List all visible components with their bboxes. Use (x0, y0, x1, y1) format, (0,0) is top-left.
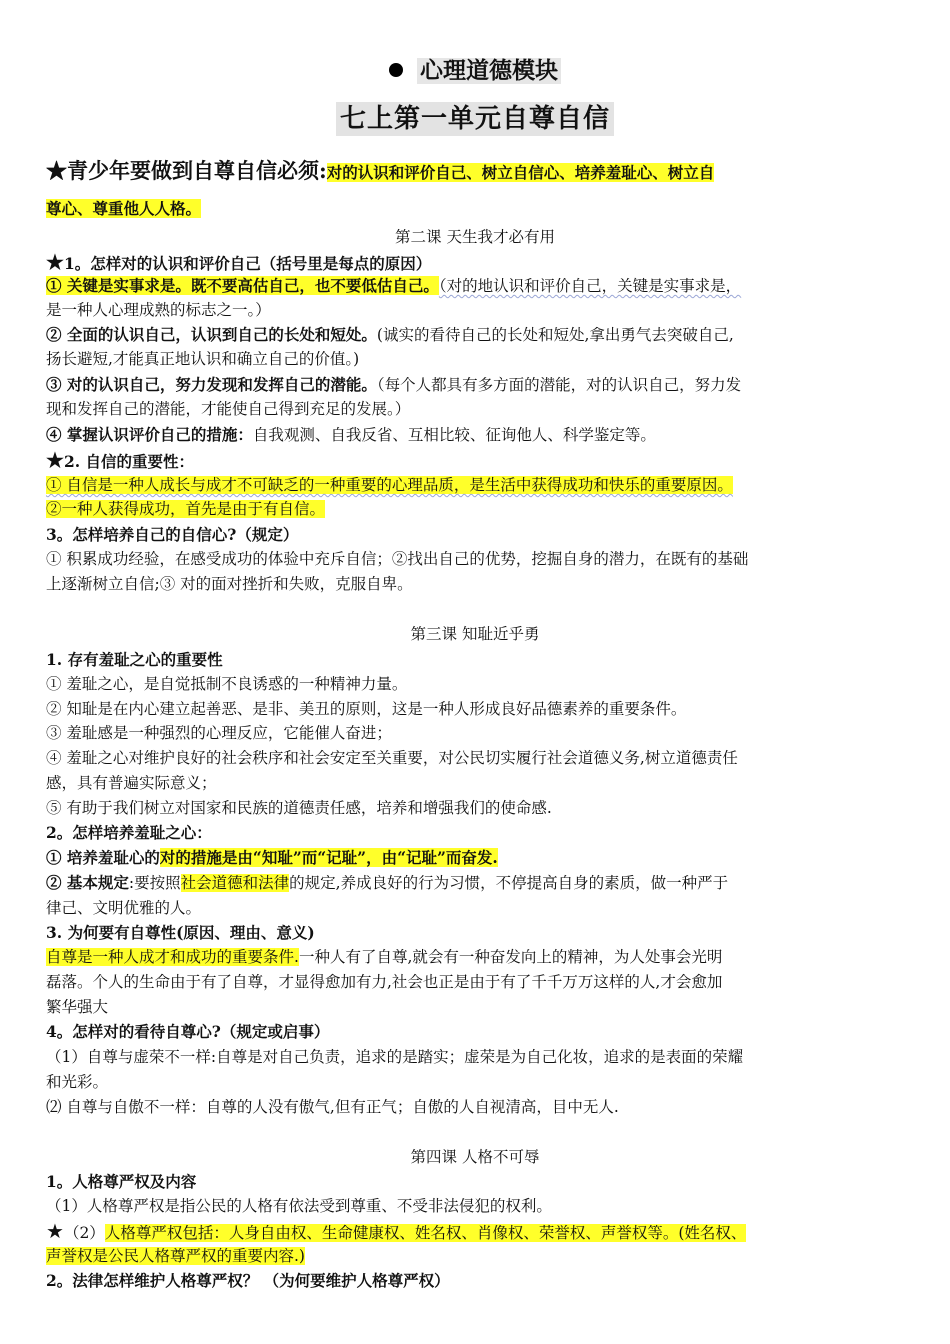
lesson3-d2: ⑵ 自尊与自傲不一样：自尊的人没有傲气,但有正气；自傲的人自视清高，目中无人. (46, 1098, 619, 1116)
lesson2-title: 第二课 天生我才必有用 (395, 228, 555, 246)
lesson4-q1: 1。人格尊严权及内容 (46, 1172, 197, 1191)
lesson3-d1-cont: 和光彩。 (46, 1073, 109, 1091)
lesson3-a5: ⑤ 有助于我们树立对国家和民族的道德责任感，培养和增强我们的使命感. (46, 799, 552, 817)
lesson4-a1: （1）人格尊严权是指公民的人格有依法受到尊重、不受非法侵犯的权利。 (46, 1197, 552, 1215)
lesson3-c1-cont1: 磊落。个人的生命由于有了自尊，才显得愈加有力,社会也正是由于有了千千万万这样的人,才会愈加 (46, 973, 723, 991)
lesson3-b2: ② 基本规定:要按照社会道德和法律的规定,养成良好的行为习惯，不停提高自身的素质，做一种严于 (46, 873, 729, 892)
lesson3-a3: ③ 羞耻感是一种强烈的心理反应，它能催人奋进； (46, 724, 392, 742)
lesson2-q2-a2: ②一种人获得成功，首先是由于有自信。 (46, 500, 326, 518)
module-title: 心理道德模块 (417, 58, 561, 84)
lesson4-a2-cont: 声誉权是公民人格尊严权的重要内容.) (46, 1247, 305, 1265)
lesson3-b2-cont: 律己、文明优雅的人。 (46, 899, 202, 917)
lesson3-b1: ① 培养羞耻心的对的措施是由“知耻”而“记耻”，由“记耻”而奋发. (46, 848, 498, 867)
main-question: ★青少年要做到自尊自信必须:对的认识和评价自己、树立自信心、培养羞耻心、树立自 (46, 158, 715, 183)
main-answer: 对的认识和评价自己、树立自信心、培养羞耻心、树立自 (326, 163, 715, 182)
lesson2-q3: 3。怎样培养自己的自信心?（规定） (46, 525, 299, 544)
lesson2-p1-cont: 是一种人心理成熟的标志之一。） (46, 301, 271, 319)
unit-heading (0, 104, 950, 134)
star-icon: ★ (46, 1219, 64, 1243)
star-icon: ★ (46, 448, 64, 472)
lesson3-a1: ① 羞耻之心，是自觉抵制不良诱惑的一种精神力量。 (46, 675, 408, 693)
main-answer-cont: 尊心、尊重他人人格。 (46, 199, 202, 218)
lesson3-a4-cont: 感，具有普遍实际意义； (46, 774, 217, 792)
lesson3-title: 第三课 知耻近乎勇 (410, 625, 540, 643)
lesson4-title: 第四课 人格不可辱 (410, 1148, 540, 1166)
lesson3-c1-cont2: 繁华强大 (46, 998, 109, 1016)
lesson3-q1: 1. 存有羞耻之心的重要性 (46, 650, 223, 669)
lesson3-c1: 自尊是一种人成才和成功的重要条件.一种人有了自尊,就会有一种奋发向上的精神，为人处事会光明 (46, 948, 723, 966)
lesson2-p2-cont: 扬长避短,才能真正地认识和确立自己的价值。) (46, 350, 360, 368)
lesson2-q3-a2: 上逐渐树立自信;③ 对的面对挫折和失败，克服自卑。 (46, 575, 413, 593)
lesson2-p4: ④ 掌握认识评价自己的措施：自我观测、自我反省、互相比较、征询他人、科学鉴定等。 (46, 425, 656, 444)
lesson3-q2: 2。怎样培养羞耻之心： (46, 823, 212, 842)
lesson2-q2-a1: ① 自信是一种人成长与成才不可缺乏的一种重要的心理品质，是生活中获得成功和快乐的重要原因。 (46, 476, 733, 494)
lesson3-q4: 4。怎样对的看待自尊心?（规定或启事） (46, 1022, 330, 1041)
lesson2-q1: ★1。怎样对的认识和评价自己（括号里是每点的原因） (46, 250, 432, 274)
star-icon: ★ (46, 158, 67, 183)
lesson4-q2: 2。法律怎样维护人格尊严权？ （为何要维护人格尊严权） (46, 1271, 450, 1290)
bullet-icon (389, 63, 403, 77)
module-heading (0, 60, 950, 82)
lesson3-a2: ② 知耻是在内心建立起善恶、是非、美丑的原则，这是一种人形成良好品德素养的重要条件。 (46, 700, 687, 718)
unit-title: 七上第一单元自尊自信 (336, 102, 614, 136)
lesson3-q3: 3. 为何要有自尊性(原因、理由、意义) (46, 923, 315, 942)
lesson2-q2: ★2. 自信的重要性： (46, 448, 195, 472)
star-icon: ★ (46, 250, 64, 274)
lesson3-d1: （1）自尊与虚荣不一样:自尊是对自己负责，追求的是踏实；虚荣是为自己化妆，追求的是表面的荣耀 (46, 1048, 744, 1066)
lesson2-p2: ② 全面的认识自己，认识到自己的长处和短处。(诚实的看待自己的长处和短处,拿出勇气去突破自己, (46, 325, 734, 344)
lesson2-q3-a1: ① 积累成功经验，在感受成功的体验中充斥自信；②找出自己的优势，挖掘自身的潜力，在既有的基础 (46, 550, 749, 568)
lesson4-a2: ★（2）人格尊严权包括：人身自由权、生命健康权、姓名权、肖像权、荣誉权、声誉权等。(姓名权、 (46, 1219, 747, 1243)
lesson2-p1: ① 关键是实事求是。既不要高估自己，也不要低估自己。（对的地认识和评价自己，关键是实事求是， (46, 276, 742, 295)
lesson3-a4: ④ 羞耻之心对维护良好的社会秩序和社会安定至关重要，对公民切实履行社会道德义务,树立道德责任 (46, 749, 738, 767)
lesson2-p3-cont: 现和发挥自己的潜能，才能使自己得到充足的发展。） (46, 400, 411, 418)
lesson2-p3: ③ 对的认识自己，努力发现和发挥自己的潜能。（每个人都具有多方面的潜能，对的认识自己，努力发 (46, 375, 742, 394)
